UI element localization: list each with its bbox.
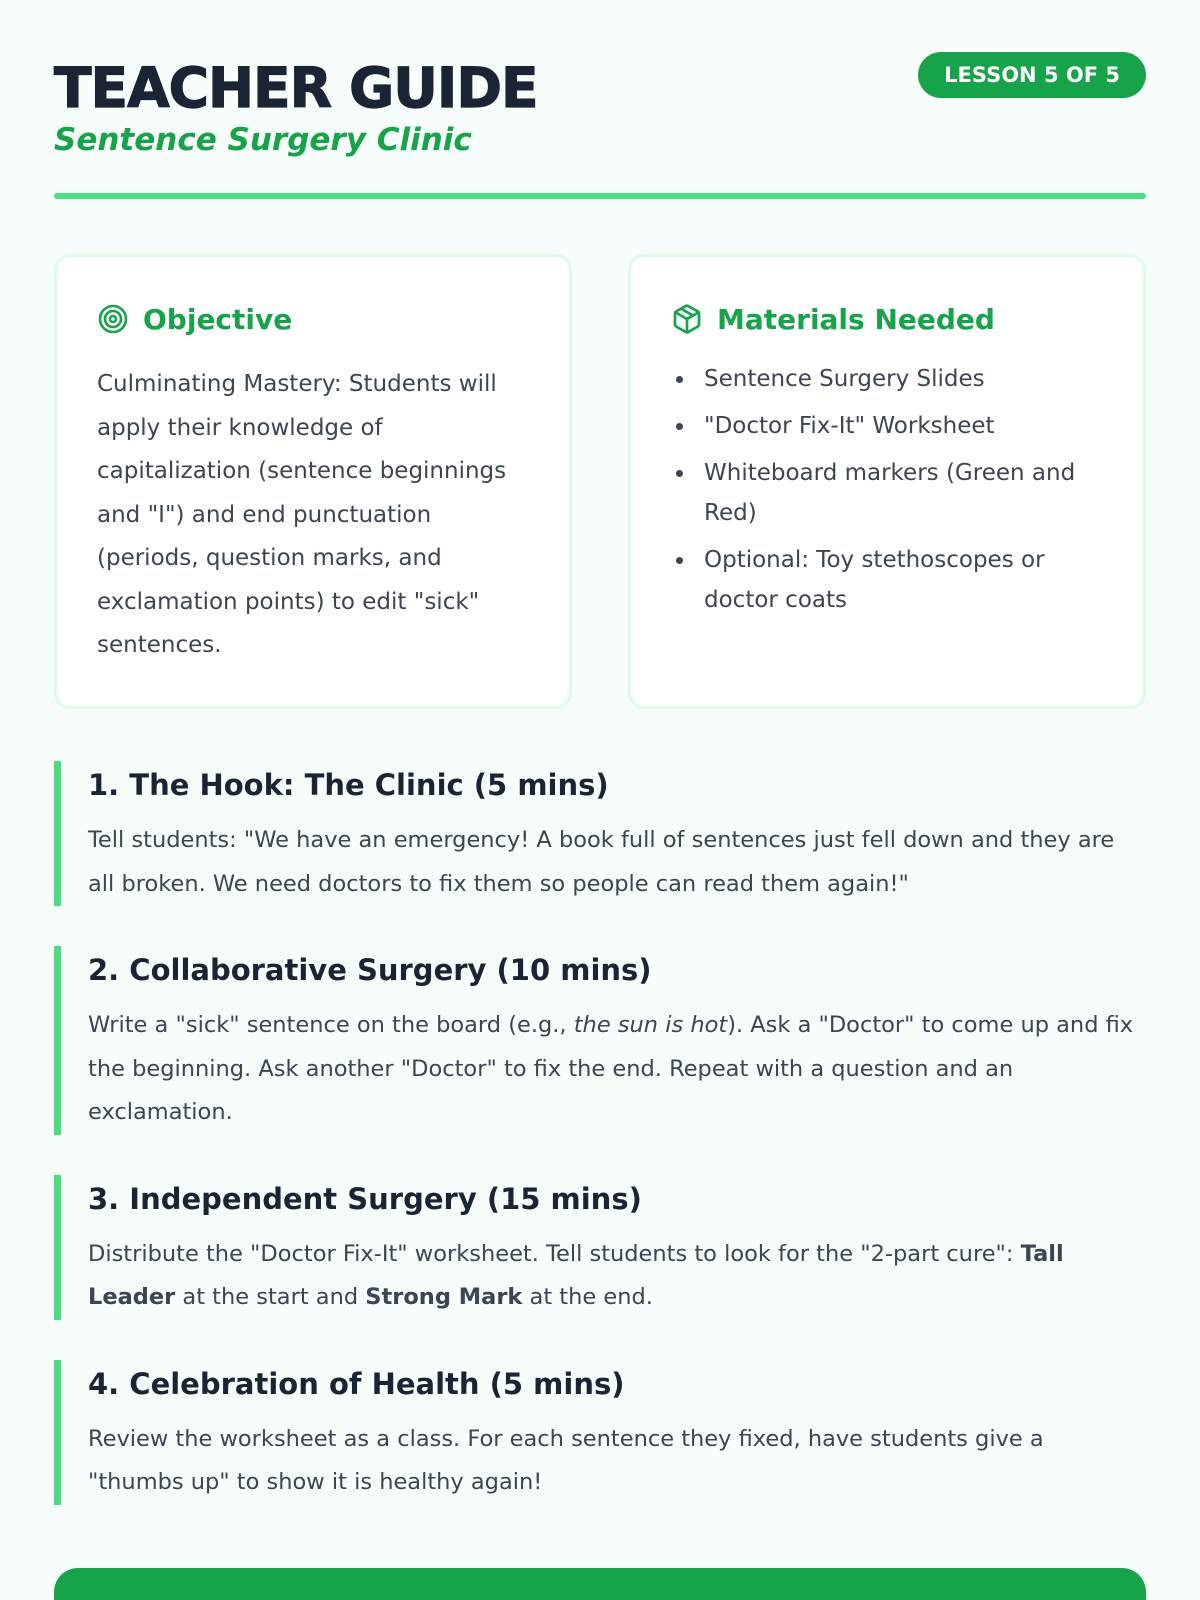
step-body-text: at the start and (175, 1284, 366, 1310)
objective-heading-label: Objective (143, 302, 293, 336)
list-item: "Doctor Fix-It" Worksheet (671, 406, 1103, 446)
page-title: TEACHER GUIDE (54, 56, 538, 120)
step-title: 3. Independent Surgery (15 mins) (88, 1181, 642, 1216)
header-divider (54, 193, 1146, 199)
step-body: Tell students: "We have an emergency! A book full of sentences just fell down and they are all broken. We need doctors to fix them so people can read them again!" (88, 827, 1115, 897)
list-item: Optional: Toy stethoscopes or doctor coats (671, 540, 1103, 620)
step-body-text: Distribute the "Doctor Fix-It" worksheet. Tell students to look for the "2-part cure": (88, 1240, 1021, 1267)
step-collaborative-surgery (54, 946, 1146, 1135)
step-body-text: at the end. (522, 1284, 653, 1310)
step-celebration (54, 1360, 1146, 1505)
objective-text: Culminating Mastery: Students will apply their knowledge of capitalization (sentence beginnings and "I") and end punctuation (periods, question marks, and exclamation points) to edit "sick" sentences. (97, 371, 507, 658)
step-body (88, 1233, 1146, 1320)
step-body (88, 1004, 1146, 1135)
objective-card (54, 254, 572, 709)
page-header (54, 0, 1146, 200)
page-subtitle: Sentence Surgery Clinic (54, 122, 472, 158)
strong-mark-term: Strong Mark (365, 1284, 523, 1310)
objective-heading (97, 299, 529, 339)
step-title: 4. Celebration of Health (5 mins) (88, 1366, 625, 1401)
list-item: Sentence Surgery Slides (671, 359, 1103, 399)
materials-card (628, 254, 1146, 709)
step-title: 1. The Hook: The Clinic (5 mins) (88, 768, 609, 802)
tall-leader-term: Tall Leader (88, 1240, 1064, 1310)
step-title: 2. Collaborative Surgery (10 mins) (88, 953, 652, 987)
info-cards (54, 254, 1146, 709)
step-body: Review the worksheet as a class. For each sentence they fixed, have students give a "thumbs up" to show it is healthy again! (88, 1425, 1044, 1495)
target-icon (97, 303, 129, 335)
step-body-text: ). Ask a "Doctor" to come up and fix the beginning. Ask another "Doctor" to fix the end. Repeat with a question and an exclamation. (88, 1012, 1134, 1125)
materials-heading-label: Materials Needed (717, 302, 995, 336)
package-icon (671, 303, 703, 335)
step-hook (54, 761, 1146, 906)
list-item: Whiteboard markers (Green and Red) (671, 453, 1103, 533)
lesson-badge: LESSON 5 OF 5 (918, 52, 1146, 98)
footer-bar (54, 1568, 1146, 1600)
lesson-steps (54, 761, 1146, 1505)
step-independent-surgery (54, 1175, 1146, 1320)
materials-heading (671, 299, 1103, 339)
materials-list (671, 359, 1103, 620)
step-body-text: Write a "sick" sentence on the board (e.g., (88, 1012, 574, 1038)
example-sentence: the sun is hot (573, 1012, 728, 1038)
